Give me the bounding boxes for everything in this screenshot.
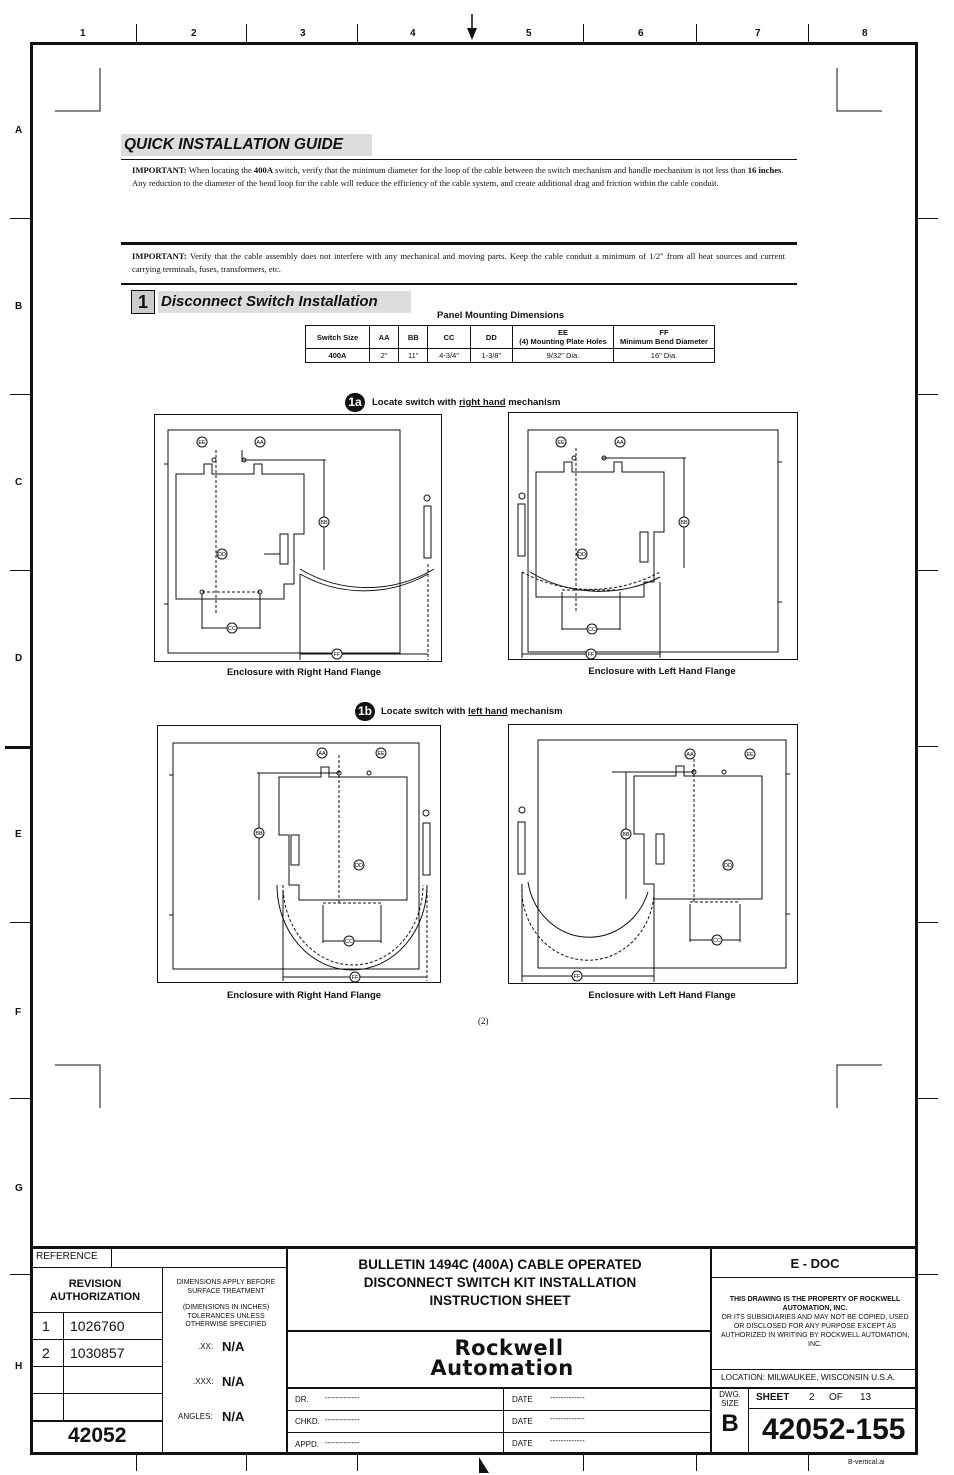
dim-label-cc: CC [345, 939, 353, 945]
page-number: (2) [478, 1016, 489, 1026]
important-note-1: IMPORTANT: When locating the 400A switch, verify that the minimum diameter for the loop of the cable between the switch mechanism and handle mechanism is not less than 16 inches. Any reduction to the diameter of the bend loop for the cable will reduce the efficiency of the cable system, and create additional drag and friction within the cable conduit. [132, 165, 784, 188]
step-1b-badge: 1b [355, 702, 375, 721]
dim-label-aa: AA [616, 440, 624, 446]
zone-col-6: 6 [638, 28, 644, 39]
zone-row-a: A [15, 125, 23, 136]
dim-label-ee: EE [198, 440, 206, 446]
zone-row-d: D [15, 653, 23, 664]
step-1b-text: Locate switch with left hand mechanism [381, 706, 563, 717]
diagram-1a-right-flange [154, 414, 442, 662]
date-label: DATE [512, 1395, 533, 1404]
dwg-size-label: DWG. SIZE [719, 1390, 741, 1408]
table-cell: 9/32" Dia. [513, 349, 614, 363]
drawing-number: 42052-155 [762, 1413, 906, 1446]
dim-label-ee: EE [377, 751, 385, 757]
table-header: CC [428, 326, 470, 349]
table-cell: 4-3/4" [428, 349, 470, 363]
table-cell: 400A [306, 349, 370, 363]
table-cell: 16" Dia. [614, 349, 715, 363]
sheet-label: SHEET [756, 1392, 790, 1403]
revision-number: 2 [42, 1345, 50, 1361]
tolerance-xxx-label: .XXX: [193, 1377, 214, 1386]
revision-number: 1 [42, 1318, 50, 1334]
revision-auth-number: 1030857 [70, 1345, 125, 1361]
caption-1b-right: Enclosure with Right Hand Flange [226, 990, 382, 1001]
crop-mark-top-left [55, 68, 101, 112]
property-notice: THIS DRAWING IS THE PROPERTY OF ROCKWELL AUTOMATION, INC. OR ITS SUBSIDIARIES AND MAY NOT BE COPIED, USED OR DISCLOSED FOR ANY PURPOSE EXCEPT AS AUTHORIZED IN WRITING BY ROCKWELL AUTOMATION, INC. [720, 1296, 910, 1348]
zone-col-5: 5 [526, 28, 532, 39]
drawn-by-label: DR. [295, 1395, 309, 1404]
dim-label-dd: DD [578, 552, 586, 558]
base-drawing-number: 42052 [68, 1424, 127, 1447]
zone-col-3: 3 [300, 28, 306, 39]
dim-label-bb: BB [320, 520, 328, 526]
table-header: Switch Size [306, 326, 370, 349]
document-title: BULLETIN 1494C (400A) CABLE OPERATED DISCONNECT SWITCH KIT INSTALLATION INSTRUCTION SHEET [358, 1257, 642, 1308]
dwg-size-value: B [721, 1410, 739, 1437]
sheet-total: 13 [860, 1392, 872, 1403]
zone-row-g: G [15, 1183, 23, 1194]
date-label: DATE [512, 1417, 533, 1426]
table-cell: 1-3/8" [470, 349, 512, 363]
dim-label-aa: AA [256, 440, 264, 446]
zone-row-e: E [15, 829, 22, 840]
center-arrow-top-icon [464, 14, 480, 42]
table-cell: 2" [370, 349, 399, 363]
section-number: 1 [131, 290, 155, 314]
date-value: ------------- [550, 1393, 585, 1402]
dim-label-ff: FF [333, 652, 341, 658]
table-cell: 11" [399, 349, 428, 363]
dim-label-aa: AA [318, 751, 326, 757]
approved-by-label: APPD. [295, 1440, 320, 1449]
dim-label-cc: CC [228, 626, 236, 632]
caption-1b-left: Enclosure with Left Hand Flange [588, 990, 736, 1001]
dim-label-dd: DD [724, 863, 732, 869]
table-header: EE (4) Mounting Plate Holes [513, 326, 614, 349]
step-1a-badge: 1a [345, 393, 365, 412]
dim-label-ff: FF [587, 652, 595, 658]
drawn-by-value: ------------- [325, 1393, 360, 1402]
center-arrow-bottom-icon [476, 1455, 492, 1475]
crop-mark-bottom-right [836, 1064, 882, 1108]
dim-label-cc: CC [588, 627, 596, 633]
revision-authorization-label: REVISION AUTHORIZATION [49, 1278, 141, 1303]
date-value: ------------- [550, 1414, 585, 1423]
reference-label: REFERENCE [36, 1251, 98, 1262]
diagram-1b-left-flange [508, 724, 798, 984]
table-header: BB [399, 326, 428, 349]
caption-1a-left: Enclosure with Left Hand Flange [588, 666, 736, 677]
zone-row-c: C [15, 477, 23, 488]
zone-col-7: 7 [755, 28, 761, 39]
dim-label-ff: FF [351, 975, 359, 981]
caption-1a-right: Enclosure with Right Hand Flange [226, 667, 382, 678]
sheet-of: OF [829, 1392, 843, 1403]
table-header: FF Minimum Bend Diameter [614, 326, 715, 349]
zone-row-h: H [15, 1361, 23, 1372]
tolerance-xx-value: N/A [222, 1339, 245, 1354]
rockwell-automation-logo: Rockwell Automation [430, 1336, 574, 1380]
dim-label-cc: CC [713, 938, 721, 944]
dim-label-aa: AA [686, 752, 694, 758]
tolerances-note: (DIMENSIONS IN INCHES) TOLERANCES UNLESS OTHERWISE SPECIFIED [182, 1304, 270, 1328]
panel-dimensions-table [305, 325, 715, 363]
date-label: DATE [512, 1439, 533, 1448]
dim-label-ff: FF [573, 974, 581, 980]
zone-col-2: 2 [191, 28, 197, 39]
tolerance-xxx-value: N/A [222, 1374, 245, 1389]
table-title: Panel Mounting Dimensions [437, 310, 565, 321]
dim-label-ee: EE [746, 752, 754, 758]
guide-title: QUICK INSTALLATION GUIDE [121, 134, 372, 156]
section-title: Disconnect Switch Installation [158, 291, 411, 313]
tolerance-xx-label: .XX: [198, 1342, 214, 1351]
file-name: B-vertical.ai [848, 1459, 885, 1466]
dim-label-bb: BB [680, 520, 688, 526]
important-note-2: IMPORTANT: Verify that the cable assembly does not interfere with any mechanical and moving parts. Keep the cable conduit a minimum of 1/2" from all heat sources and current carrying terminals, fuses, transformers, etc. [132, 251, 786, 274]
step-1a-text: Locate switch with right hand mechanism [372, 397, 561, 408]
zone-col-1: 1 [80, 28, 86, 39]
checked-by-value: ------------- [325, 1415, 360, 1424]
dim-label-bb: BB [622, 832, 630, 838]
table-header: AA [370, 326, 399, 349]
date-value: ------------- [550, 1436, 585, 1445]
angles-label: ANGLES: [178, 1412, 213, 1421]
table-row [306, 349, 715, 363]
crop-mark-bottom-left [55, 1064, 101, 1108]
dim-label-dd: DD [355, 863, 363, 869]
zone-col-4: 4 [410, 28, 416, 39]
zone-row-f: F [15, 1007, 22, 1018]
approved-by-value: ------------- [325, 1438, 360, 1447]
table-header: DD [470, 326, 512, 349]
checked-by-label: CHKD. [295, 1417, 320, 1426]
edoc-label: E - DOC [790, 1256, 840, 1271]
zone-col-8: 8 [862, 28, 868, 39]
zone-row-b: B [15, 301, 23, 312]
dimensions-note: DIMENSIONS APPLY BEFORE SURFACE TREATMENT [176, 1279, 276, 1295]
dim-label-ee: EE [557, 440, 565, 446]
revision-auth-number: 1026760 [70, 1318, 125, 1334]
dim-label-bb: BB [255, 831, 263, 837]
location: LOCATION: MILWAUKEE, WISCONSIN U.S.A. [721, 1372, 896, 1382]
sheet-number: 2 [809, 1392, 815, 1403]
crop-mark-top-right [836, 68, 882, 112]
dim-label-dd: DD [218, 552, 226, 558]
angles-value: N/A [222, 1409, 245, 1424]
diagram-1b-right-flange [157, 725, 441, 983]
diagram-1a-left-flange [508, 412, 798, 660]
